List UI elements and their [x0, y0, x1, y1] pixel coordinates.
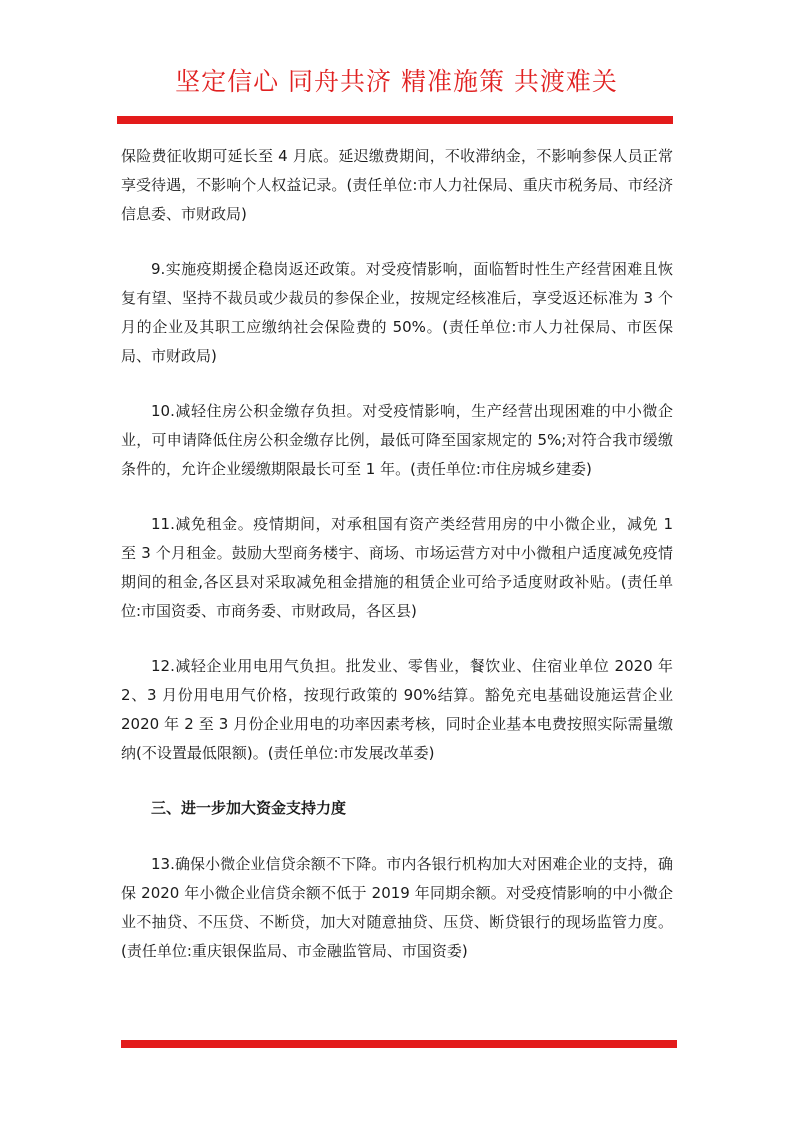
paragraph-item-12: 12.减轻企业用电用气负担。批发业、零售业，餐饮业、住宿业单位 2020 年 2、3 月份用电用气价格，按现行政策的 90%结算。豁免充电基础设施运营企业 2020 年 2 至 3 月份企业用电的功率因素考核，同时企业基本电费按照实际需量缴纳(不设置最低限额)。(责任单位:市发展改革委) [121, 657, 673, 762]
section-heading: 三、进一步加大资金支持力度 [151, 799, 347, 817]
document-body [121, 142, 673, 992]
paragraph-item-10: 10.减轻住房公积金缴存负担。对受疫情影响，生产经营出现困难的中小微企业，可申请降低住房公积金缴存比例，最低可降至国家规定的 5%;对符合我市缓缴条件的，允许企业缓缴期限最长可至 1 年。(责任单位:市住房城乡建委) [121, 402, 673, 478]
paragraph-continuation: 保险费征收期可延长至 4 月底。延迟缴费期间，不收滞纳金，不影响参保人员正常享受待遇，不影响个人权益记录。(责任单位:市人力社保局、重庆市税务局、市经济信息委、市财政局) [121, 147, 673, 223]
paragraph-item-9: 9.实施疫期援企稳岗返还政策。对受疫情影响，面临暂时性生产经营困难且恢复有望、坚持不裁员或少裁员的参保企业，按规定经核准后，享受返还标准为 3 个月的企业及其职工应缴纳社会保险费的 50%。(责任单位:市人力社保局、市医保局、市财政局) [121, 260, 673, 365]
footer-divider [121, 1040, 677, 1048]
header-divider [117, 116, 673, 124]
paragraph-item-11: 11.减免租金。疫情期间，对承租国有资产类经营用房的中小微企业，减免 1 至 3 个月租金。鼓励大型商务楼宇、商场、市场运营方对中小微租户适度减免疫情期间的租金,各区县对采取减免租金措施的租赁企业可给予适度财政补贴。(责任单位:市国资委、市商务委、市财政局，各区县) [121, 515, 673, 620]
page-header-title: 坚定信心 同舟共济 精准施策 共渡难关 [175, 67, 618, 96]
paragraph-item-13: 13.确保小微企业信贷余额不下降。市内各银行机构加大对困难企业的支持，确保 2020 年小微企业信贷余额不低于 2019 年同期余额。对受疫情影响的中小微企业不抽贷、不压贷、不断贷，加大对随意抽贷、压贷、断贷银行的现场监管力度。(责任单位:重庆银保监局、市金融监管局、市国资委) [121, 855, 673, 960]
